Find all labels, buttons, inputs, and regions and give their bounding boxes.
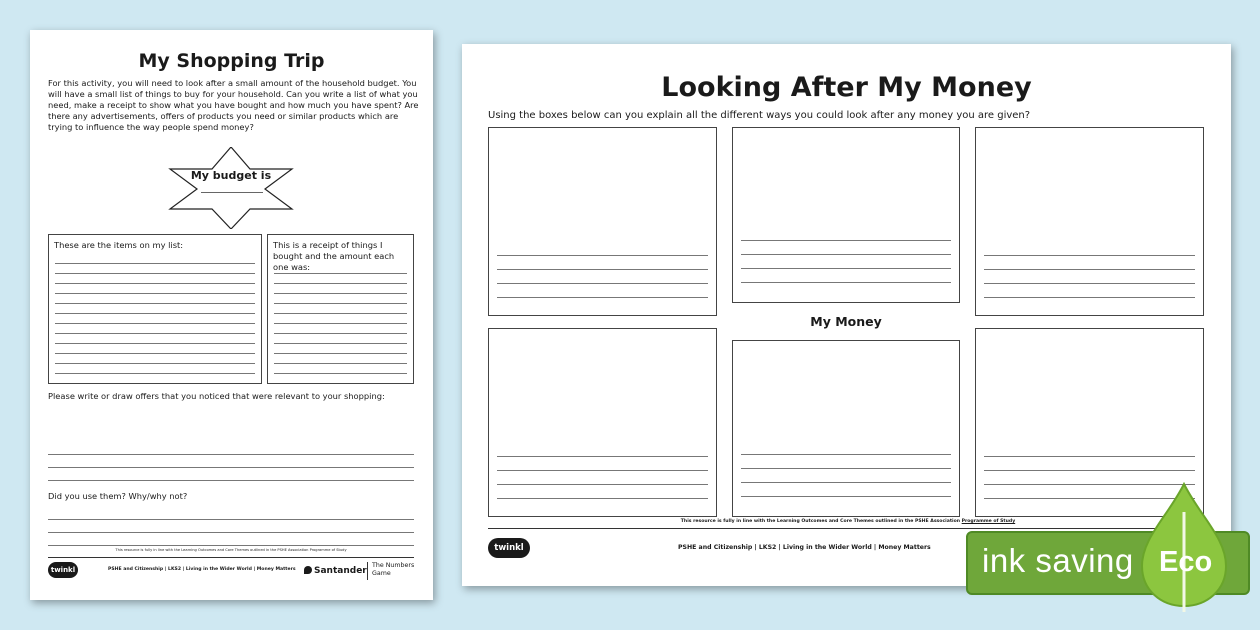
worksheet-my-shopping-trip (30, 30, 433, 600)
writing-line (55, 263, 255, 264)
receipt-box[interactable] (267, 234, 414, 384)
receipt-box-label: This is a receipt of things I bought and the amount each one was: (273, 240, 395, 272)
writing-line (497, 269, 708, 270)
writing-line (55, 323, 255, 324)
writing-line (741, 496, 951, 497)
writing-line (55, 353, 255, 354)
writing-line (55, 343, 255, 344)
writing-line (741, 482, 951, 483)
writing-line (741, 454, 951, 455)
answer-box-4[interactable] (488, 328, 717, 517)
items-list-box[interactable] (48, 234, 262, 384)
writing-line (55, 333, 255, 334)
writing-line (497, 255, 708, 256)
worksheet-title: Looking After My Money (661, 72, 1032, 103)
offers-prompt: Please write or draw offers that you noticed that were relevant to your shopping: (48, 391, 385, 401)
writing-line (497, 484, 708, 485)
writing-line (274, 283, 407, 284)
footer-note: This resource is fully in line with the Learning Outcomes and Core Themes outlined in the PSHE Association Programme of Study (680, 519, 1016, 524)
answer-line[interactable] (48, 532, 414, 533)
writing-line (274, 333, 407, 334)
writing-line (55, 363, 255, 364)
answer-line[interactable] (48, 467, 414, 468)
writing-line (274, 303, 407, 304)
writing-line (984, 470, 1195, 471)
writing-line (497, 283, 708, 284)
twinkl-logo: twinkl (488, 538, 530, 558)
ink-saving-text: ink saving (982, 542, 1134, 579)
writing-line (741, 282, 951, 283)
footer-divider (488, 528, 1208, 529)
writing-line (55, 373, 255, 374)
answer-line[interactable] (48, 545, 414, 546)
programme-of-study-link[interactable]: Programme of Study (961, 519, 1016, 524)
sponsor-divider (367, 562, 368, 580)
footer-text: PSHE and Citizenship | LKS2 | Living in the Wider World | Money Matters (108, 567, 296, 572)
my-money-label: My Money (810, 314, 882, 329)
eco-label: Eco (1159, 546, 1213, 578)
writing-line (55, 273, 255, 274)
writing-line (741, 268, 951, 269)
twinkl-logo: twinkl (48, 562, 78, 578)
writing-line (274, 373, 407, 374)
answer-box-5[interactable] (732, 340, 960, 517)
writing-line (274, 353, 407, 354)
writing-line (741, 468, 951, 469)
writing-line (984, 297, 1195, 298)
writing-line (55, 303, 255, 304)
numbers-game-logo: The Numbers Game (372, 562, 415, 577)
answer-box-3[interactable] (975, 127, 1204, 316)
santander-logo: Santander (304, 566, 367, 576)
writing-line (497, 297, 708, 298)
answer-box-2[interactable] (732, 127, 960, 303)
writing-line (55, 283, 255, 284)
footer-divider (48, 557, 414, 558)
writing-line (55, 313, 255, 314)
writing-line (55, 293, 255, 294)
answer-box-1[interactable] (488, 127, 717, 316)
worksheet-looking-after-my-money (462, 44, 1231, 586)
worksheet-title: My Shopping Trip (138, 50, 325, 72)
writing-line (274, 273, 407, 274)
writing-line (984, 255, 1195, 256)
writing-line (274, 323, 407, 324)
items-box-label: These are the items on my list: (54, 240, 184, 250)
answer-line[interactable] (48, 480, 414, 481)
answer-line[interactable] (48, 454, 414, 455)
writing-line (274, 363, 407, 364)
writing-line (984, 283, 1195, 284)
writing-line (497, 498, 708, 499)
flame-icon (304, 566, 312, 574)
writing-line (741, 240, 951, 241)
worksheet-intro: Using the boxes below can you explain all the different ways you could look after any money you are given? (488, 110, 1031, 121)
worksheet-intro: For this activity, you will need to look after a small amount of the household budget. You will have a small list of things to buy for your household. Can you write a list of what you need, make a receipt to show what you have bought and how much you have spent? Are there any advertisements, offers of products you need or similar products which are trying to influence the way people spend money? (48, 78, 419, 132)
answer-line[interactable] (48, 519, 414, 520)
footer-note: This resource is fully in line with the Learning Outcomes and Core Themes outlined in the PSHE Association Programme of Study (115, 548, 347, 552)
writing-line (274, 313, 407, 314)
star-shape (168, 147, 294, 229)
writing-line (274, 293, 407, 294)
writing-line (984, 456, 1195, 457)
writing-line (984, 269, 1195, 270)
used-prompt: Did you use them? Why/why not? (48, 491, 188, 501)
writing-line (741, 254, 951, 255)
budget-answer-line[interactable] (201, 192, 263, 193)
writing-line (497, 470, 708, 471)
footer-text: PSHE and Citizenship | LKS2 | Living in the Wider World | Money Matters (678, 544, 931, 551)
writing-line (274, 343, 407, 344)
budget-label: My budget is (190, 169, 272, 182)
writing-line (497, 456, 708, 457)
